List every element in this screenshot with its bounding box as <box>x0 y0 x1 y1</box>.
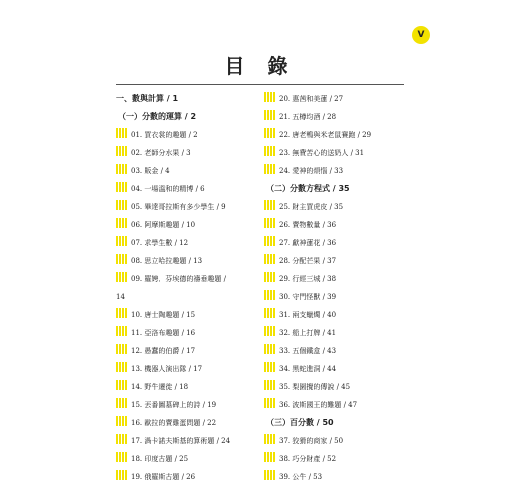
toc-entry[interactable] <box>116 396 256 414</box>
toc-text: 20. 惠茜和美蓮 / 27 <box>279 95 344 103</box>
toc-entry[interactable] <box>116 306 256 324</box>
toc-entry[interactable] <box>116 180 256 198</box>
entry-marker-icon <box>116 470 127 480</box>
toc-entry[interactable] <box>264 108 409 126</box>
toc-text: 14 <box>116 293 125 301</box>
entry-marker-icon <box>264 236 275 246</box>
toc-entry[interactable] <box>264 432 409 450</box>
toc-text: 23. 無費苦心的送奶人 / 31 <box>279 149 365 157</box>
toc-text: 16. 歐拉的賣雞蛋問題 / 22 <box>131 419 217 427</box>
toc-text: 18. 印度古題 / 25 <box>131 455 189 463</box>
entry-marker-icon <box>264 254 275 264</box>
toc-right-column <box>264 90 409 486</box>
toc-text: 25. 財主買虎皮 / 35 <box>279 203 344 211</box>
toc-entry[interactable] <box>116 360 256 378</box>
toc-entry[interactable] <box>116 144 256 162</box>
toc-text: 36. 波斯國王的難題 / 47 <box>279 401 358 409</box>
toc-text: 33. 五個鐵盒 / 43 <box>279 347 337 355</box>
toc-text: 15. 丟番圖墓碑上的詩 / 19 <box>131 401 217 409</box>
toc-entry[interactable] <box>264 324 409 342</box>
page-number-badge: V <box>412 26 430 44</box>
toc-entry[interactable] <box>116 270 256 288</box>
toc-text: （二）分數方程式 / 35 <box>266 184 350 193</box>
entry-marker-icon <box>116 164 127 174</box>
toc-entry[interactable] <box>264 378 409 396</box>
toc-text: 24. 愛神的煩惱 / 33 <box>279 167 344 175</box>
toc-entry[interactable] <box>264 450 409 468</box>
toc-entry[interactable] <box>116 378 256 396</box>
entry-marker-icon <box>116 272 127 282</box>
entry-marker-icon <box>264 200 275 210</box>
toc-text: 34. 黑蛇進洞 / 44 <box>279 365 337 373</box>
entry-marker-icon <box>116 380 127 390</box>
entry-marker-icon <box>264 290 275 300</box>
toc-cont <box>116 288 256 306</box>
toc-text: 09. 羅娉．芬埃德的禱垂趣題 / <box>131 275 226 283</box>
toc-text: 26. 賣物數量 / 36 <box>279 221 337 229</box>
toc-text: 08. 思立哈拉趣題 / 13 <box>131 257 203 265</box>
toc-text: 04. 一場溫和的精博 / 6 <box>131 185 205 193</box>
toc-entry[interactable] <box>264 342 409 360</box>
entry-marker-icon <box>116 200 127 210</box>
entry-marker-icon <box>264 308 275 318</box>
toc-text: 27. 獻神蓮花 / 36 <box>279 239 337 247</box>
entry-marker-icon <box>264 146 275 156</box>
entry-marker-icon <box>264 470 275 480</box>
entry-marker-icon <box>264 272 275 282</box>
toc-entry[interactable] <box>264 144 409 162</box>
entry-marker-icon <box>264 326 275 336</box>
toc-text: 12. 愚蠢的伯爵 / 17 <box>131 347 196 355</box>
toc-entry[interactable] <box>116 252 256 270</box>
toc-entry[interactable] <box>116 342 256 360</box>
entry-marker-icon <box>116 362 127 372</box>
entry-marker-icon <box>264 362 275 372</box>
toc-text: 22. 唐老鴨與米老鼠賽跑 / 29 <box>279 131 372 139</box>
toc-entry[interactable] <box>264 270 409 288</box>
toc-entry[interactable] <box>116 324 256 342</box>
toc-text: 28. 分配芒果 / 37 <box>279 257 337 265</box>
entry-marker-icon <box>264 218 275 228</box>
toc-entry[interactable] <box>264 252 409 270</box>
entry-marker-icon <box>116 218 127 228</box>
entry-marker-icon <box>116 236 127 246</box>
toc-entry[interactable] <box>264 468 409 486</box>
toc-text: 一、數與計算 / 1 <box>116 94 179 103</box>
toc-text: （三）百分數 / 50 <box>266 418 334 427</box>
entry-marker-icon <box>116 308 127 318</box>
toc-entry[interactable] <box>264 216 409 234</box>
page-title: 目 錄 <box>224 54 296 78</box>
toc-entry[interactable] <box>116 234 256 252</box>
toc-text: 19. 俄羅斯古題 / 26 <box>131 473 196 481</box>
toc-entry[interactable] <box>116 450 256 468</box>
entry-marker-icon <box>116 344 127 354</box>
toc-text: 11. 亞洛布趣題 / 16 <box>131 329 196 337</box>
entry-marker-icon <box>116 452 127 462</box>
entry-marker-icon <box>116 146 127 156</box>
toc-entry[interactable] <box>116 414 256 432</box>
entry-marker-icon <box>116 254 127 264</box>
toc-text: 29. 行經三城 / 38 <box>279 275 337 283</box>
toc-chapter[interactable] <box>116 90 256 108</box>
toc-text: 07. 求學生數 / 12 <box>131 239 189 247</box>
entry-marker-icon <box>116 398 127 408</box>
toc-text: 14. 野牛遷徙 / 18 <box>131 383 189 391</box>
entry-marker-icon <box>116 416 127 426</box>
entry-marker-icon <box>264 434 275 444</box>
entry-marker-icon <box>264 380 275 390</box>
toc-text: 31. 兩支蠟燭 / 40 <box>279 311 337 319</box>
toc-entry[interactable] <box>116 162 256 180</box>
toc-entry[interactable] <box>264 234 409 252</box>
entry-marker-icon <box>264 164 275 174</box>
entry-marker-icon <box>116 326 127 336</box>
title-divider <box>116 84 404 85</box>
toc-section[interactable] <box>116 108 256 126</box>
toc-text: （一）分數的運算 / 2 <box>118 112 197 121</box>
toc-entry[interactable] <box>264 360 409 378</box>
toc-entry[interactable] <box>116 198 256 216</box>
entry-marker-icon <box>264 128 275 138</box>
toc-text: 30. 守門怪獸 / 39 <box>279 293 337 301</box>
toc-entry[interactable] <box>264 396 409 414</box>
toc-text: 02. 老師分水果 / 3 <box>131 149 191 157</box>
toc-text: 37. 狡猾的商家 / 50 <box>279 437 344 445</box>
toc-entry[interactable] <box>264 90 409 108</box>
entry-marker-icon <box>264 398 275 408</box>
toc-entry[interactable] <box>116 432 256 450</box>
toc-section[interactable] <box>264 180 409 198</box>
toc-entry[interactable] <box>116 216 256 234</box>
toc-entry[interactable] <box>116 126 256 144</box>
toc-entry[interactable] <box>264 162 409 180</box>
toc-text: 10. 唐士陶趣題 / 15 <box>131 311 196 319</box>
toc-text: 01. 買衣裳的趣題 / 2 <box>131 131 198 139</box>
toc-text: 06. 阿摩斯趣題 / 10 <box>131 221 196 229</box>
toc-entry[interactable] <box>116 468 256 486</box>
toc-left-column <box>116 90 256 486</box>
toc-text: 17. 渦卡諾夫斯基的算術題 / 24 <box>131 437 231 445</box>
entry-marker-icon <box>264 92 275 102</box>
entry-marker-icon <box>264 344 275 354</box>
toc-text: 13. 機器人演出隊 / 17 <box>131 365 203 373</box>
toc-text: 39. 公牛 / 53 <box>279 473 323 481</box>
toc-entry[interactable] <box>264 198 409 216</box>
toc-text: 21. 五樽均酒 / 28 <box>279 113 337 121</box>
toc-text: 03. 販金 / 4 <box>131 167 170 175</box>
toc-entry[interactable] <box>264 306 409 324</box>
toc-entry[interactable] <box>264 288 409 306</box>
entry-marker-icon <box>264 452 275 462</box>
toc-text: 32. 船上打牌 / 41 <box>279 329 337 337</box>
toc-text: 35. 梨園攪的傳說 / 45 <box>279 383 351 391</box>
entry-marker-icon <box>116 182 127 192</box>
toc-entry[interactable] <box>264 126 409 144</box>
entry-marker-icon <box>116 434 127 444</box>
entry-marker-icon <box>264 110 275 120</box>
toc-text: 05. 畢達哥拉斯有多少學生 / 9 <box>131 203 226 211</box>
entry-marker-icon <box>116 128 127 138</box>
toc-text: 38. 巧分財產 / 52 <box>279 455 337 463</box>
toc-section[interactable] <box>264 414 409 432</box>
